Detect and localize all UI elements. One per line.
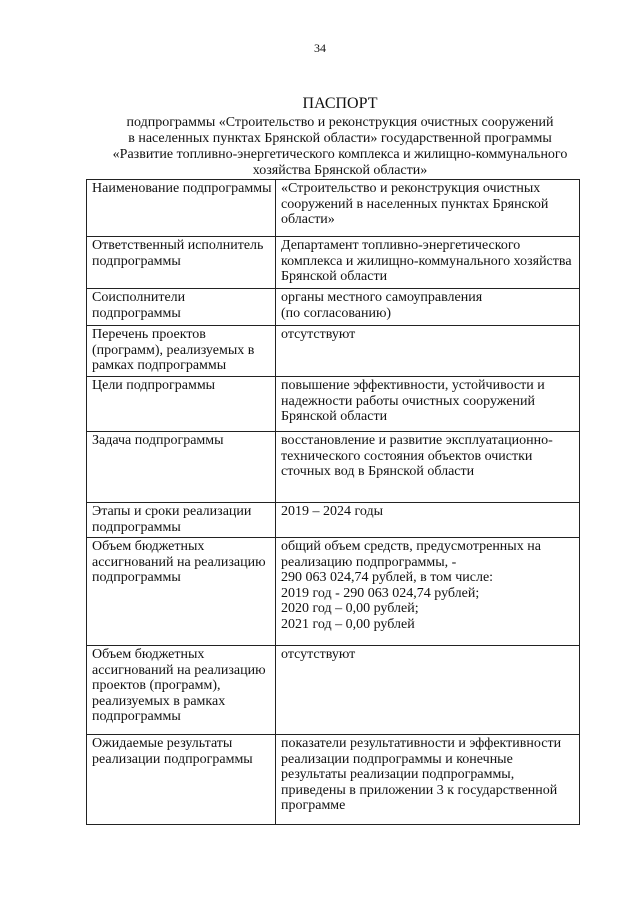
document-title: ПАСПОРТ [302, 95, 378, 112]
row-label: Цели подпрограммы [87, 377, 276, 432]
table-row [87, 432, 580, 503]
document-subtitle [70, 115, 610, 179]
row-value: «Строительство и реконструкция очистных сооружений в населенных пунктах Брянской области» [276, 180, 580, 237]
row-label: Ожидаемые результаты реализации подпрограммы [87, 735, 276, 825]
table-row [87, 237, 580, 289]
row-label: Объем бюджетных ассигнований на реализацию проектов (программ), реализуемых в рамках подпрограммы [87, 646, 276, 735]
passport-table [86, 179, 580, 825]
page-number: 34 [314, 41, 326, 55]
row-label: Соисполнители подпрограммы [87, 289, 276, 326]
table-row [87, 646, 580, 735]
subtitle-line: подпрограммы «Строительство и реконструкция очистных сооружений [126, 115, 554, 130]
row-value: общий объем средств, предусмотренных на реализацию подпрограммы, - 290 063 024,74 рублей, в том числе: 2019 год - 290 063 024,74 рублей; 2020 год – 0,00 рублей; 2021 год – 0,00 рублей [276, 538, 580, 646]
row-label: Этапы и сроки реализации подпрограммы [87, 503, 276, 538]
row-value: Департамент топливно-энергетического комплекса и жилищно-коммунального хозяйства Брянской области [276, 237, 580, 289]
row-value: отсутствуют [276, 646, 580, 735]
table-row [87, 289, 580, 326]
row-value: восстановление и развитие эксплуатационно-технического состояния объектов очистки сточных вод в Брянской области [276, 432, 580, 503]
row-value: показатели результативности и эффективности реализации подпрограммы и конечные результаты реализации подпрограммы, приведены в приложении 3 к государственной программе [276, 735, 580, 825]
passport-heading [70, 95, 610, 179]
table-row [87, 326, 580, 377]
row-value: органы местного самоуправления (по согласованию) [276, 289, 580, 326]
table-row [87, 180, 580, 237]
row-label: Наименование подпрограммы [87, 180, 276, 237]
row-value: отсутствуют [276, 326, 580, 377]
row-value: повышение эффективности, устойчивости и надежности работы очистных сооружений Брянской области [276, 377, 580, 432]
subtitle-line: в населенных пунктах Брянской области» государственной программы [128, 131, 552, 146]
row-value: 2019 – 2024 годы [276, 503, 580, 538]
table-row [87, 503, 580, 538]
subtitle-line: «Развитие топливно-энергетического комплекса и жилищно-коммунального [112, 147, 568, 162]
subtitle-line: хозяйства Брянской области» [252, 163, 428, 178]
table-row [87, 735, 580, 825]
row-label: Перечень проектов (программ), реализуемых в рамках подпрограммы [87, 326, 276, 377]
table-row [87, 538, 580, 646]
table-row [87, 377, 580, 432]
row-label: Ответственный исполнитель подпрограммы [87, 237, 276, 289]
row-label: Объем бюджетных ассигнований на реализацию подпрограммы [87, 538, 276, 646]
row-label: Задача подпрограммы [87, 432, 276, 503]
